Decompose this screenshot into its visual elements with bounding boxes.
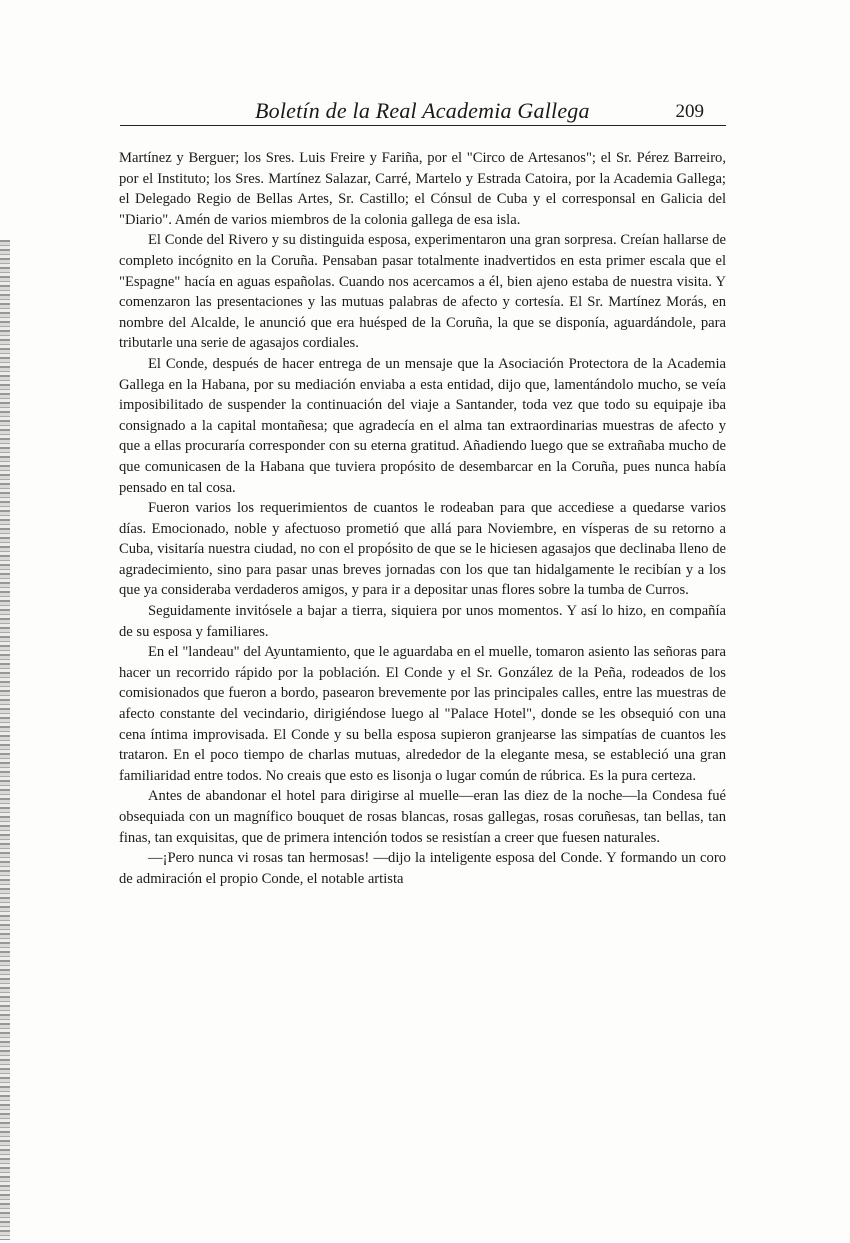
header-rule bbox=[120, 125, 726, 126]
page-number: 209 bbox=[675, 101, 704, 122]
scanned-binding-edge bbox=[0, 240, 10, 1240]
page-header bbox=[120, 96, 726, 128]
paragraph-continuation: Martínez y Berguer; los Sres. Luis Freire y Fariña, por el "Circo de Artesanos"; el Sr. Pérez Barreiro, por el Instituto; los Sres. Martínez Salazar, Carré, Martelo y Estrada Catoira, por la Academia Gallega; el Delegado Regio de Bellas Artes, Sr. Castillo; el Cónsul de Cuba y el corresponsal en Galicia del "Diario". Amén de varios miembros de la colonia gallega de esa isla. bbox=[119, 150, 726, 228]
paragraph: Seguidamente invitósele a bajar a tierra, siquiera por unos momentos. Y así lo hizo, en compañía de su esposa y familiares. bbox=[119, 603, 726, 640]
paragraph: Fueron varios los requerimientos de cuantos le rodeaban para que accediese a quedarse varios días. Emocionado, noble y afectuoso prometió que allá para Noviembre, en vísperas de su retorno a Cuba, visitaría nuestra ciudad, no con el propósito de que se le hiciesen agasajos que declinaba lleno de agradecimiento, sino para pasar unas breves jornadas con los que tan hidalgamente le recibían y a los que ya consideraba verdaderos amigos, y para ir a depositar unas flores sobre la tumba de Curros. bbox=[119, 500, 726, 599]
running-title: Boletín de la Real Academia Gallega bbox=[255, 98, 590, 123]
paragraph: Antes de abandonar el hotel para dirigirse al muelle—eran las diez de la noche—la Condesa fué obsequiada con un magnífico bouquet de rosas blancas, rosas gallegas, rosas coruñesas, tan bellas, tan finas, tan exquisitas, que de primera intención todos se resistían a creer que fuesen naturales. bbox=[119, 788, 726, 846]
paragraph: El Conde, después de hacer entrega de un mensaje que la Asociación Protectora de la Academia Gallega en la Habana, por su mediación enviaba a esta entidad, dijo que, lamentándolo mucho, se veía imposibilitado de suspender la continuación del viaje a Santander, toda vez que todo su equipaje iba consignado a la capital montañesa; que agradecía en el alma tan extraordinarias muestras de afecto y que a ellas procuraría corresponder con su eterna gratitud. Añadiendo luego que se extrañaba mucho de que comunicasen de la Habana que tuviera propósito de desembarcar en la Coruña, pues nunca había pensado en tal cosa. bbox=[119, 355, 726, 496]
paragraph: —¡Pero nunca vi rosas tan hermosas! —dijo la inteligente esposa del Conde. Y formando un coro de admiración el propio Conde, el notable artista bbox=[119, 850, 726, 887]
paragraph: El Conde del Rivero y su distinguida esposa, experimentaron una gran sorpresa. Creían hallarse de completo incógnito en la Coruña. Pensaban pasar totalmente inadvertidos en esta primer escala que el "Espagne" hacía en aguas españolas. Cuando nos acercamos a él, bien ajeno estaba de nuestra visita. Y comenzaron las presentaciones y las mutuas palabras de afecto y cortesía. El Sr. Martínez Morás, en nombre del Alcalde, le anunció que era huésped de la Coruña, la que se disponía, aguardándole, para tributarle una serie de agasajos cordiales. bbox=[119, 232, 726, 352]
body-text bbox=[119, 148, 726, 889]
paragraph: En el "landeau" del Ayuntamiento, que le aguardaba en el muelle, tomaron asiento las señoras para hacer un recorrido rápido por la población. El Conde y el Sr. González de la Peña, rodeados de los comisionados que fueron a bordo, pasearon brevemente por las principales calles, entre las muestras de afecto constante del vecindario, dirigiéndose luego al "Palace Hotel", donde se les obsequió con una cena íntima improvisada. El Conde y su bella esposa supieron granjearse las simpatías de cuantos les trataron. En el poco tiempo de charlas mutuas, alrededor de la elegante mesa, se estableció una gran familiaridad entre todos. No creais que esto es lisonja o lugar común de rúbrica. Es la pura certeza. bbox=[119, 644, 726, 784]
